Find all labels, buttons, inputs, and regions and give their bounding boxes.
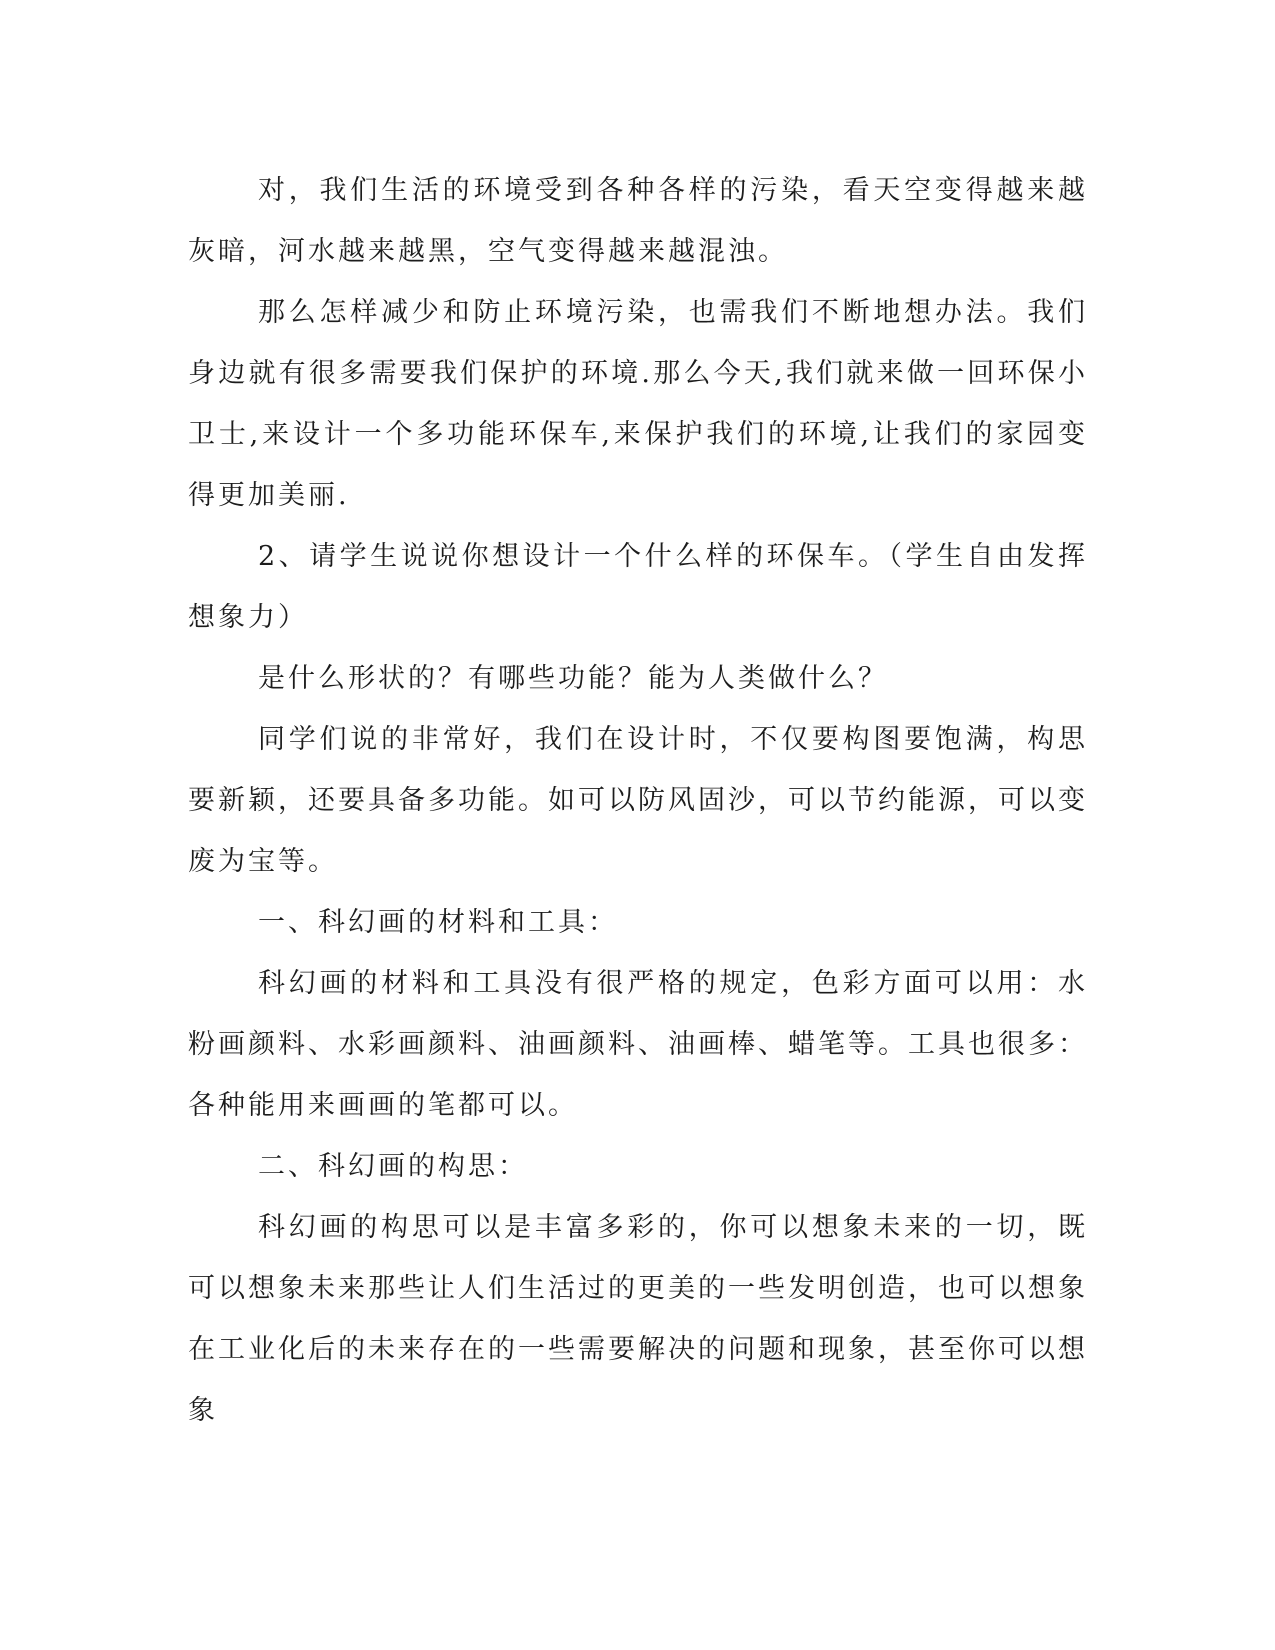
heading-materials-tools: 一、科幻画的材料和工具： bbox=[258, 907, 618, 938]
paragraph-materials-tools: 科幻画的材料和工具没有很严格的规定，色彩方面可以用：水粉画颜料、水彩画颜料、油画颜料、油画棒、蜡笔等。工具也很多：各种能用来画画的笔都可以。 bbox=[188, 968, 1088, 1121]
paragraph-design-requirements: 同学们说的非常好，我们在设计时，不仅要构图要饱满，构思要新颖，还要具备多功能。如可以防风固沙，可以节约能源，可以变废为宝等。 bbox=[188, 724, 1088, 877]
paragraph-eco-guard: 那么怎样减少和防止环境污染，也需我们不断地想办法。我们身边就有很多需要我们保护的环境.那么今天,我们就来做一回环保小卫士,来设计一个多功能环保车,来保护我们的环境,让我们的家园变得更加美丽. bbox=[188, 297, 1088, 511]
paragraph-student-design: 2、请学生说说你想设计一个什么样的环保车。（学生自由发挥想象力） bbox=[188, 541, 1088, 633]
paragraph-environment-pollution: 对，我们生活的环境受到各种各样的污染，看天空变得越来越灰暗，河水越来越黑，空气变得越来越混浊。 bbox=[188, 175, 1088, 267]
paragraph-questions: 是什么形状的？有哪些功能？能为人类做什么？ bbox=[258, 663, 888, 694]
document-body bbox=[188, 160, 1088, 1441]
heading-conception: 二、科幻画的构思： bbox=[258, 1151, 528, 1182]
paragraph-conception: 科幻画的构思可以是丰富多彩的，你可以想象未来的一切，既可以想象未来那些让人们生活过的更美的一些发明创造，也可以想象在工业化后的未来存在的一些需要解决的问题和现象，甚至你可以想象 bbox=[188, 1212, 1088, 1426]
